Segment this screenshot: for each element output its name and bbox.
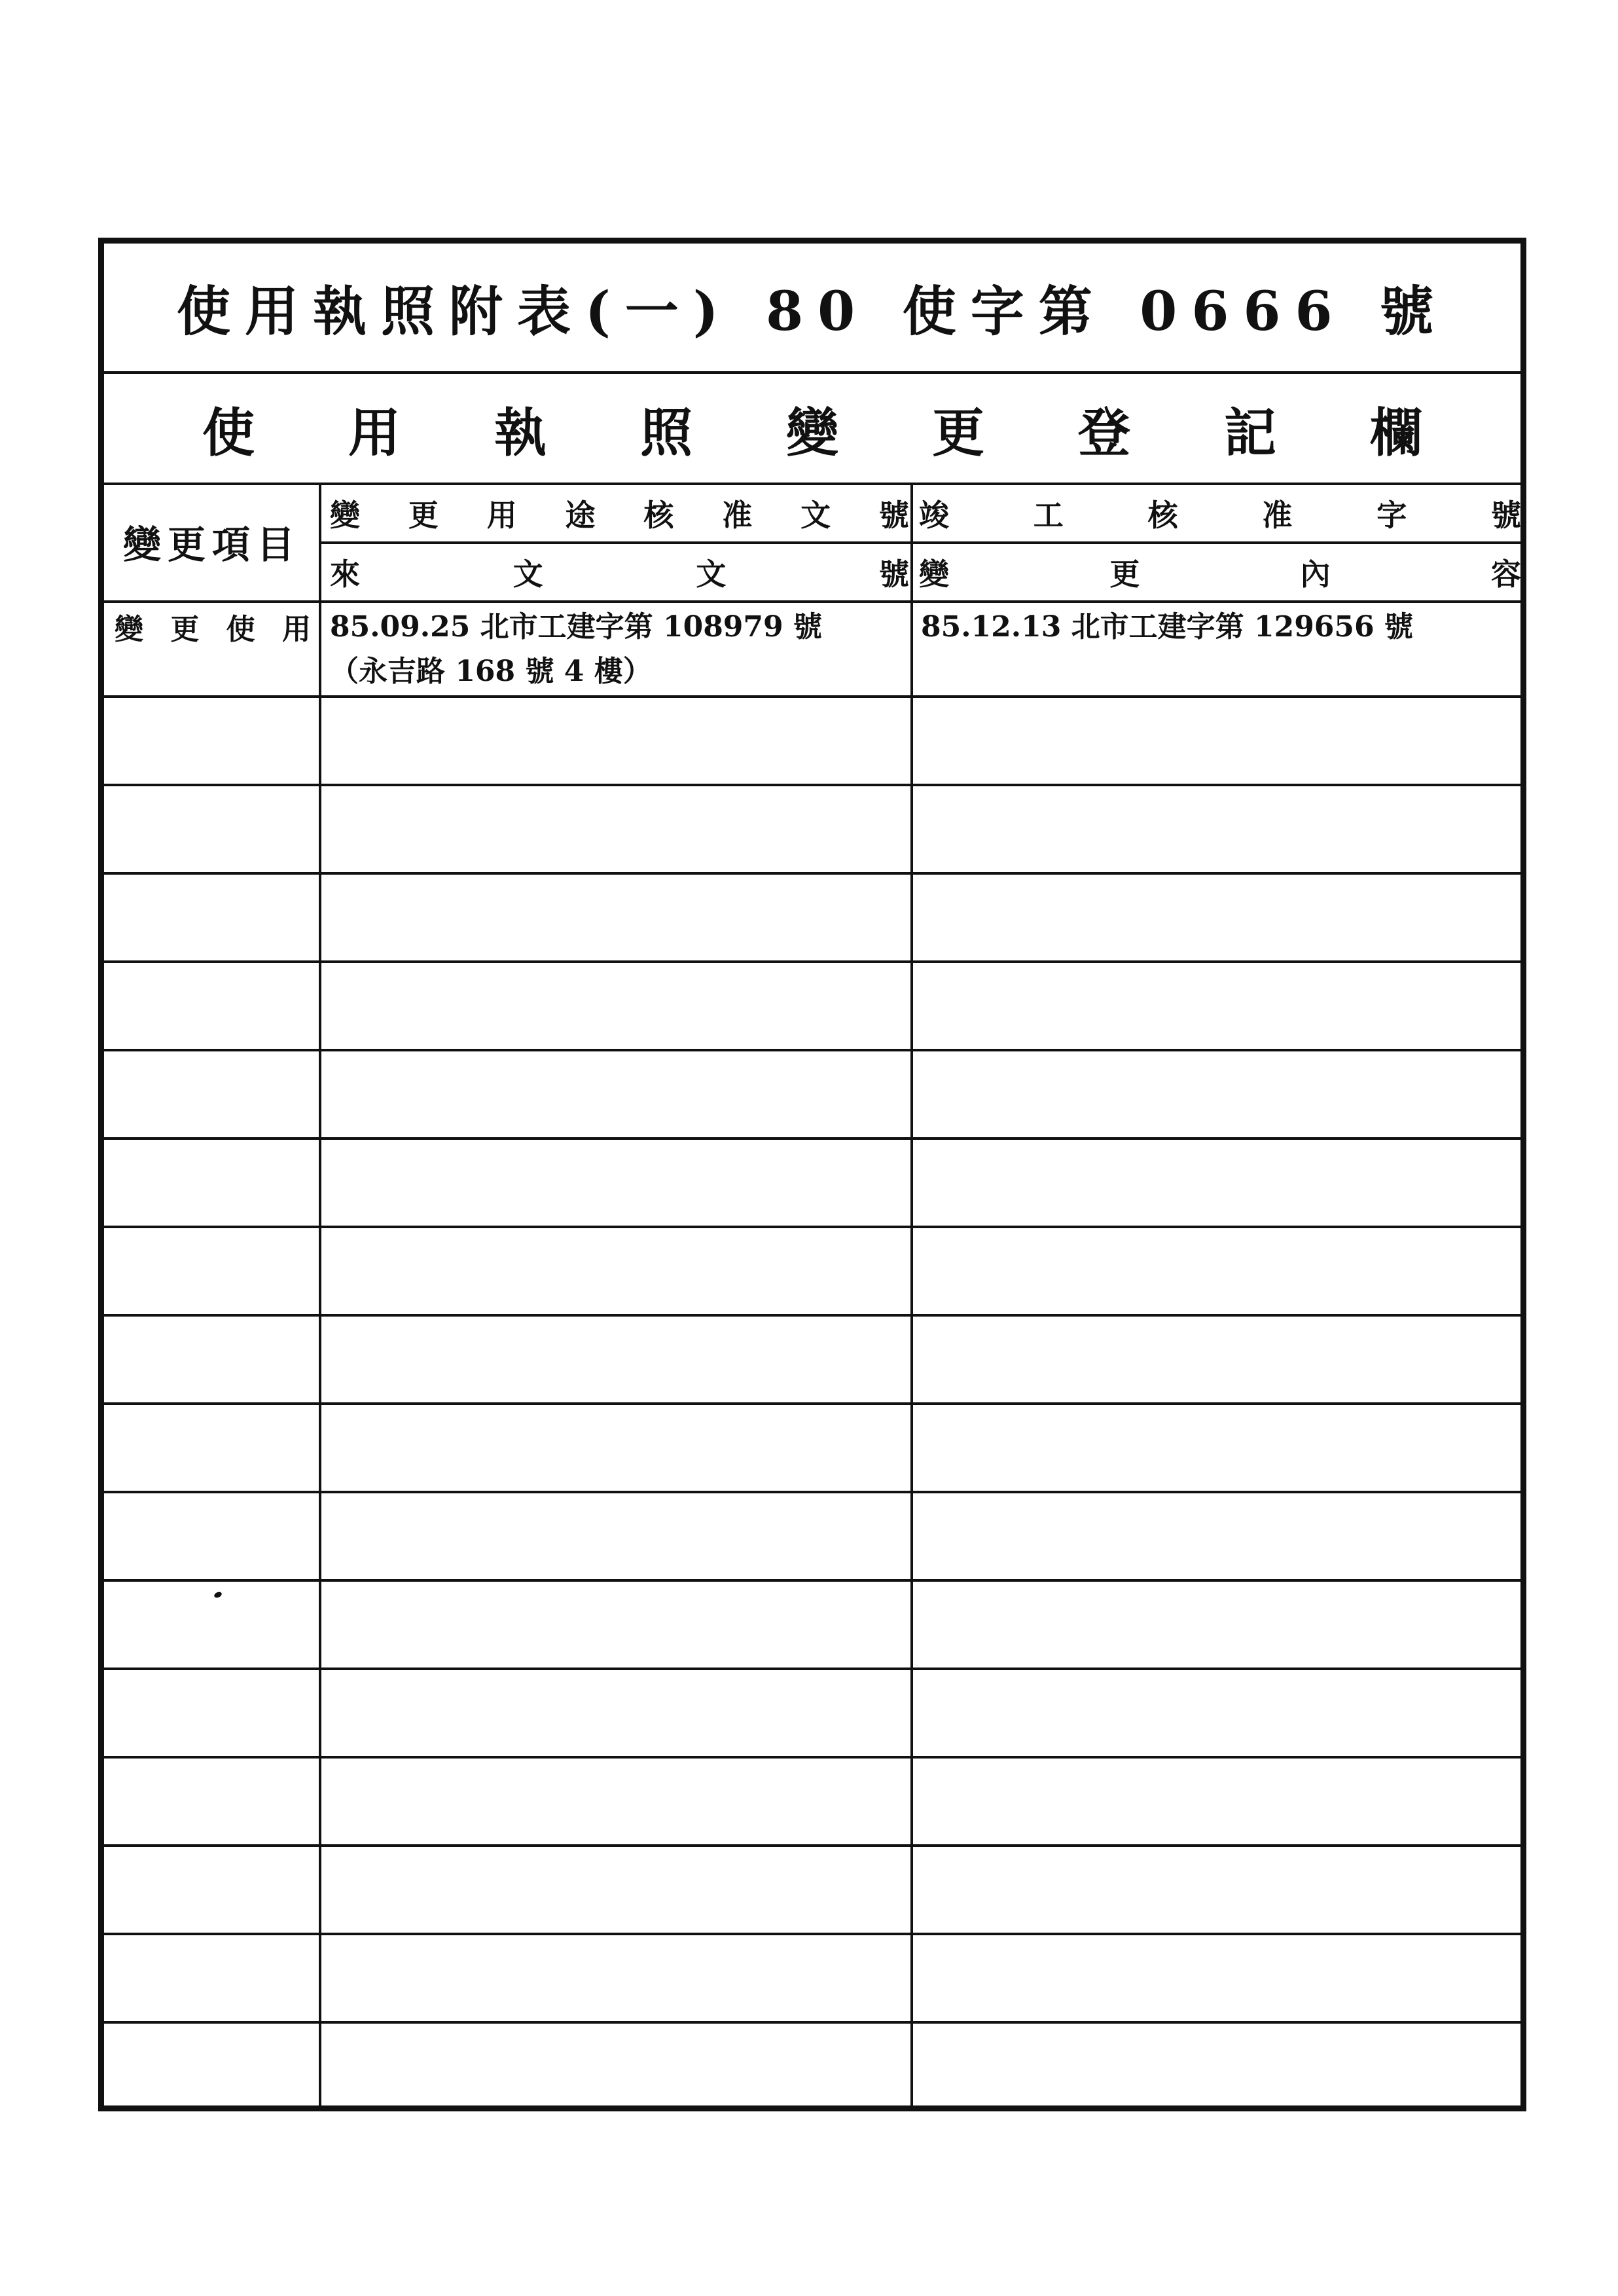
row-col3-line1: 85.12.13 北市工建字第 129656 號: [921, 610, 1413, 644]
registration-form-frame: [98, 238, 1526, 2111]
row-divider: [104, 1049, 1520, 1051]
col3-header-bottom: [919, 546, 1521, 598]
header-char: 核: [1147, 498, 1178, 533]
header-char: 字: [1376, 498, 1407, 533]
col3-header-top: [919, 487, 1521, 539]
header-char: 准: [1262, 498, 1293, 533]
item-char: 使: [226, 613, 255, 646]
form-subtitle: [130, 374, 1494, 483]
item-char: 更: [170, 613, 200, 646]
form-title-row: [104, 244, 1520, 371]
subtitle-char: 更: [932, 401, 984, 464]
subtitle-char: 用: [348, 401, 401, 464]
row-divider: [104, 1933, 1520, 1935]
header-char: 更: [1109, 556, 1140, 592]
item-column-header: 變更項目: [122, 522, 301, 567]
row-divider: [104, 1844, 1520, 1847]
header-char: 文: [512, 556, 543, 592]
divider: [104, 600, 1520, 603]
subtitle-char: 使: [202, 401, 255, 464]
header-char: 容: [1490, 556, 1521, 592]
subtitle-char: 欄: [1370, 401, 1422, 464]
subtitle-char: 變: [786, 401, 838, 464]
col2-header-bottom: [330, 546, 909, 598]
row-item: [115, 607, 311, 646]
header-char: 竣: [919, 498, 949, 533]
row-divider: [104, 1491, 1520, 1493]
header-char: 號: [878, 556, 909, 592]
row-divider: [104, 1402, 1520, 1405]
header-char: 文: [696, 556, 727, 592]
row-divider: [104, 1667, 1520, 1670]
row-divider: [104, 1314, 1520, 1317]
row-divider: [104, 960, 1520, 963]
header-char: 核: [643, 498, 674, 533]
header-char: 變: [330, 498, 360, 533]
header-char: 內: [1300, 556, 1331, 592]
header-char: 號: [878, 498, 909, 533]
col2-header-top: [330, 487, 909, 539]
row-divider: [104, 784, 1520, 786]
scan-mark: [213, 1591, 223, 1599]
item-char: 用: [281, 613, 311, 646]
header-char: 號: [1490, 498, 1521, 533]
header-char: 用: [486, 498, 517, 533]
row-divider: [104, 2021, 1520, 2024]
item-char: 變: [115, 613, 143, 646]
subtitle-char: 記: [1224, 401, 1276, 464]
header-char: 變: [919, 556, 949, 592]
header-char: 途: [565, 498, 596, 533]
subtitle-char: 執: [494, 401, 547, 464]
row-divider: [104, 1756, 1520, 1758]
header-divider: [320, 541, 1520, 544]
header-char: 工: [1033, 498, 1064, 533]
header-char: 文: [800, 498, 831, 533]
row-divider: [104, 1226, 1520, 1228]
row-divider: [104, 695, 1520, 698]
row-col2-line2: （永吉路 168 號 4 樓）: [330, 655, 652, 688]
column-divider: [910, 483, 913, 2105]
row-divider: [104, 872, 1520, 875]
row-col2-line1: 85.09.25 北市工建字第 108979 號: [330, 610, 822, 644]
subtitle-char: 照: [640, 401, 692, 464]
column-divider: [319, 483, 321, 2105]
subtitle-char: 登: [1078, 401, 1130, 464]
form-title: 使用執照附表(一) 80 使字第 0666 號: [176, 280, 1448, 343]
header-char: 准: [722, 498, 753, 533]
header-char: 來: [330, 556, 360, 592]
header-char: 更: [408, 498, 439, 533]
row-divider: [104, 1579, 1520, 1582]
form-subtitle-row: [104, 374, 1520, 483]
row-divider: [104, 1137, 1520, 1140]
